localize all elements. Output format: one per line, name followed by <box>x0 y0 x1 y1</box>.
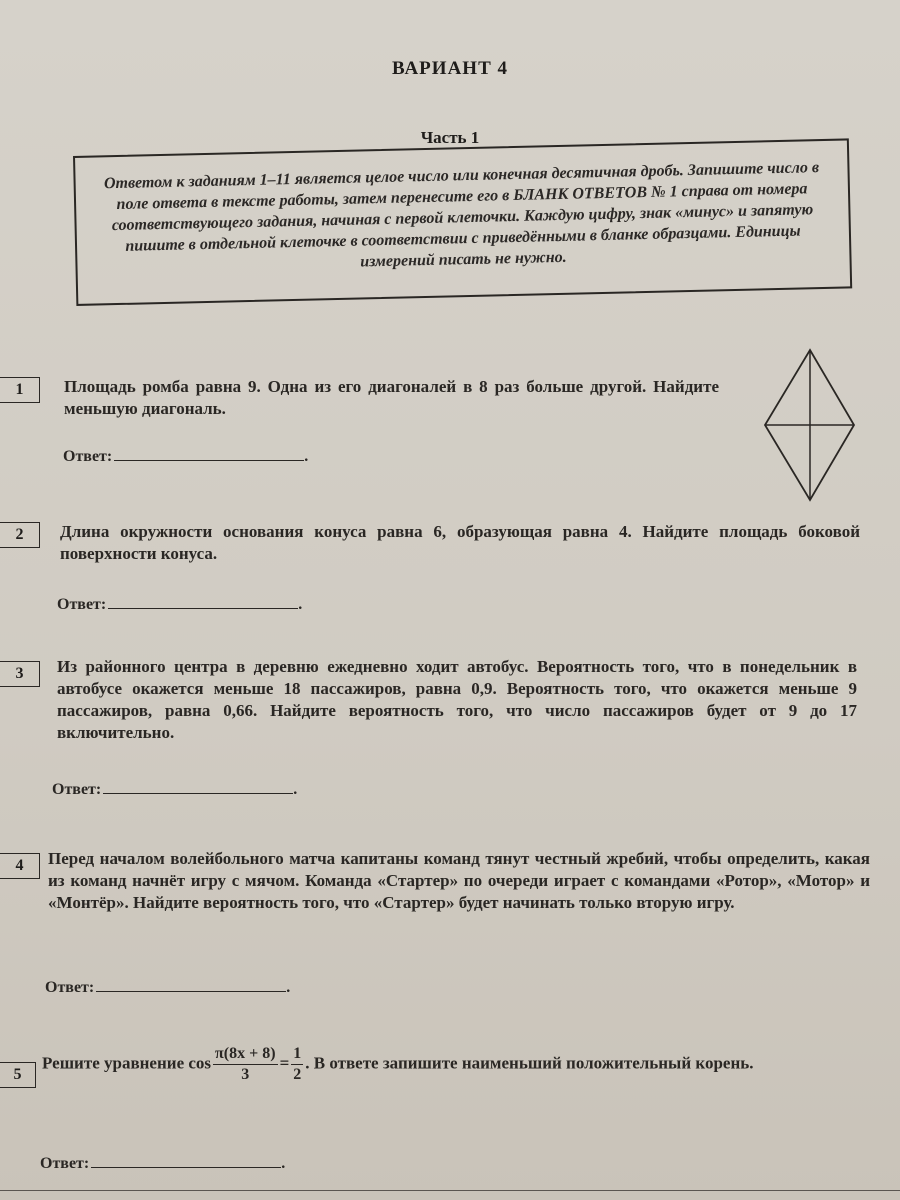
answer-dot: . <box>281 1155 286 1172</box>
answer-dot: . <box>293 781 298 798</box>
task-number: 3 <box>0 661 40 687</box>
task-number: 4 <box>0 853 40 879</box>
task-number: 2 <box>0 522 40 548</box>
fraction-left <box>213 1044 278 1085</box>
task-number: 5 <box>0 1062 36 1088</box>
answer-label: Ответ: <box>40 1155 90 1172</box>
task-text <box>42 1044 887 1085</box>
rhombus-figure <box>762 348 858 504</box>
part-title: Часть 1 <box>420 128 480 147</box>
answer-label: Ответ: <box>63 448 113 465</box>
task-text: Длина окружности основания конуса равна 6, образующая равна 4. Найдите площадь боковой поверхности конуса. <box>60 522 860 563</box>
equals-sign: = <box>279 1053 290 1073</box>
answer-field <box>63 448 308 466</box>
answer-dot: . <box>304 448 309 465</box>
task-text: Из районного центра в деревню ежедневно ходит автобус. Вероятность того, что в понедельник в автобусе окажется меньше 18 пассажиров, равна 0,9. Вероятность того, что окажется меньше 9 пассажиров, равна 0,66. Найдите вероятность того, что число пассажиров будет от 9 до 17 включительно. <box>57 657 857 742</box>
instructions-box: Ответом к заданиям 1–11 является целое число или конечная десятичная дробь. Запишите число в поле ответа в тексте работы, затем перенесите его в БЛАНК ОТВЕТОВ № 1 справа от номера соответствующего задания, начиная с первой клеточки. Каждую цифру, знак «минус» и запятую пишите в отдельной клеточке в соответствии с приведёнными в бланке образцами. Единицы измерений писать не нужно. <box>73 138 852 306</box>
task-number: 1 <box>0 377 40 403</box>
answer-line[interactable] <box>103 781 293 794</box>
task-text: Площадь ромба равна 9. Одна из его диагоналей в 8 раз больше другой. Найдите меньшую диагональ. <box>64 377 719 418</box>
fraction-right <box>291 1044 303 1085</box>
answer-line[interactable] <box>96 979 286 992</box>
answer-dot: . <box>286 979 291 996</box>
answer-field <box>40 1155 285 1173</box>
answer-label: Ответ: <box>52 781 102 798</box>
answer-field <box>52 781 297 799</box>
task-text-before: Решите уравнение cos <box>42 1053 212 1073</box>
task-text-after: . В ответе запишите наименьший положительный корень. <box>305 1053 754 1073</box>
fraction-denominator: 3 <box>241 1066 250 1083</box>
answer-line[interactable] <box>91 1155 281 1168</box>
answer-field <box>45 979 290 997</box>
fraction-denominator: 2 <box>293 1066 302 1083</box>
task-text: Перед началом волейбольного матча капитаны команд тянут честный жребий, чтобы определить, какая из команд начнёт игру с мячом. Команда «Стартер» по очереди играет с командами «Ротор», «Мотор» и «Монтёр». Найдите вероятность того, что «Стартер» будет начинать только вторую игру. <box>48 849 870 912</box>
fraction-numerator: 1 <box>291 1044 303 1065</box>
answer-line[interactable] <box>108 596 298 609</box>
answer-label: Ответ: <box>57 596 107 613</box>
variant-title: ВАРИАНТ 4 <box>391 58 508 79</box>
answer-label: Ответ: <box>45 979 95 996</box>
answer-dot: . <box>298 596 303 613</box>
answer-field <box>57 596 302 614</box>
answer-line[interactable] <box>114 448 304 461</box>
page-bottom-divider <box>0 1190 900 1191</box>
fraction-numerator: π(8x + 8) <box>213 1044 278 1065</box>
